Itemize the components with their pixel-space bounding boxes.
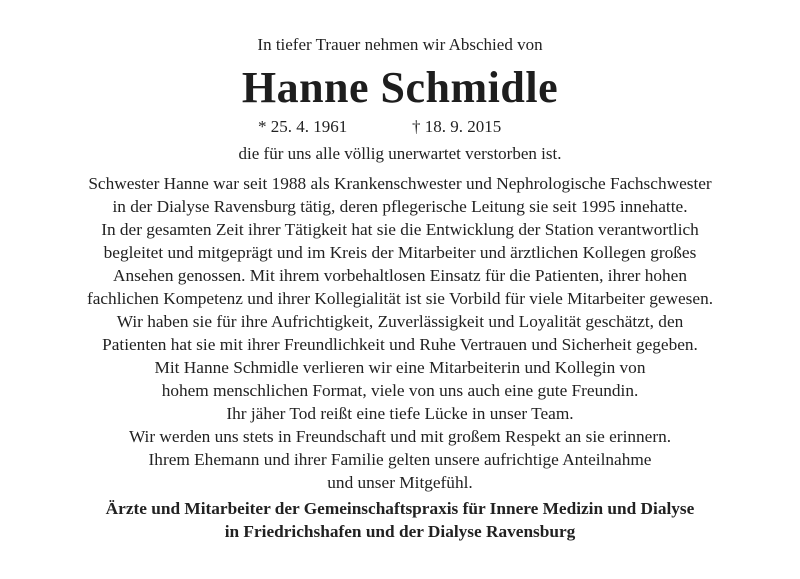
body-line: In der gesamten Zeit ihrer Tätigkeit hat sie die Entwicklung der Station verantwortlich bbox=[101, 220, 699, 239]
body-line: Ansehen genossen. Mit ihrem vorbehaltlosen Einsatz für die Patienten, ihrer hohen bbox=[113, 266, 687, 285]
body-line: fachlichen Kompetenz und ihrer Kollegialität ist sie Vorbild für viele Mitarbeiter gewesen. bbox=[86, 289, 714, 308]
intro-text: In tiefer Trauer nehmen wir Abschied von bbox=[257, 35, 543, 54]
body-line: in der Dialyse Ravensburg tätig, deren pflegerische Leitung sie seit 1995 innehatte. bbox=[112, 197, 688, 216]
body-line: und unser Mitgefühl. bbox=[327, 473, 473, 492]
death-date: † 18. 9. 2015 bbox=[412, 117, 502, 136]
body-line: Wir haben sie für ihre Aufrichtigkeit, Zuverlässigkeit und Loyalität geschätzt, den bbox=[116, 312, 684, 331]
body-line: hohem menschlichen Format, viele von uns auch eine gute Freundin. bbox=[161, 381, 639, 400]
signature-line: in Friedrichshafen und der Dialyse Ravensburg bbox=[224, 522, 576, 541]
signature-line: Ärzte und Mitarbeiter der Gemeinschaftspraxis für Innere Medizin und Dialyse bbox=[105, 499, 695, 518]
body-line: Patienten hat sie mit ihrer Freundlichkeit und Ruhe Vertrauen und Sicherheit gegeben. bbox=[102, 335, 698, 354]
body-line: Ihrem Ehemann und ihrer Familie gelten unsere aufrichtige Anteilnahme bbox=[148, 450, 652, 469]
subtitle-text: die für uns alle völlig unerwartet verstorben ist. bbox=[238, 144, 562, 163]
body-line: Schwester Hanne war seit 1988 als Krankenschwester und Nephrologische Fachschwester bbox=[88, 174, 712, 193]
body-line: Ihr jäher Tod reißt eine tiefe Lücke in unser Team. bbox=[226, 404, 574, 423]
body-line: Wir werden uns stets in Freundschaft und mit großem Respekt an sie erinnern. bbox=[128, 427, 672, 446]
body-line: Mit Hanne Schmidle verlieren wir eine Mitarbeiterin und Kollegin von bbox=[154, 358, 646, 377]
body-line: begleitet und mitgeprägt und im Kreis der Mitarbeiter und ärztlichen Kollegen großes bbox=[103, 243, 697, 262]
deceased-name: Hanne Schmidle bbox=[241, 63, 559, 112]
birth-date: * 25. 4. 1961 bbox=[258, 117, 348, 136]
